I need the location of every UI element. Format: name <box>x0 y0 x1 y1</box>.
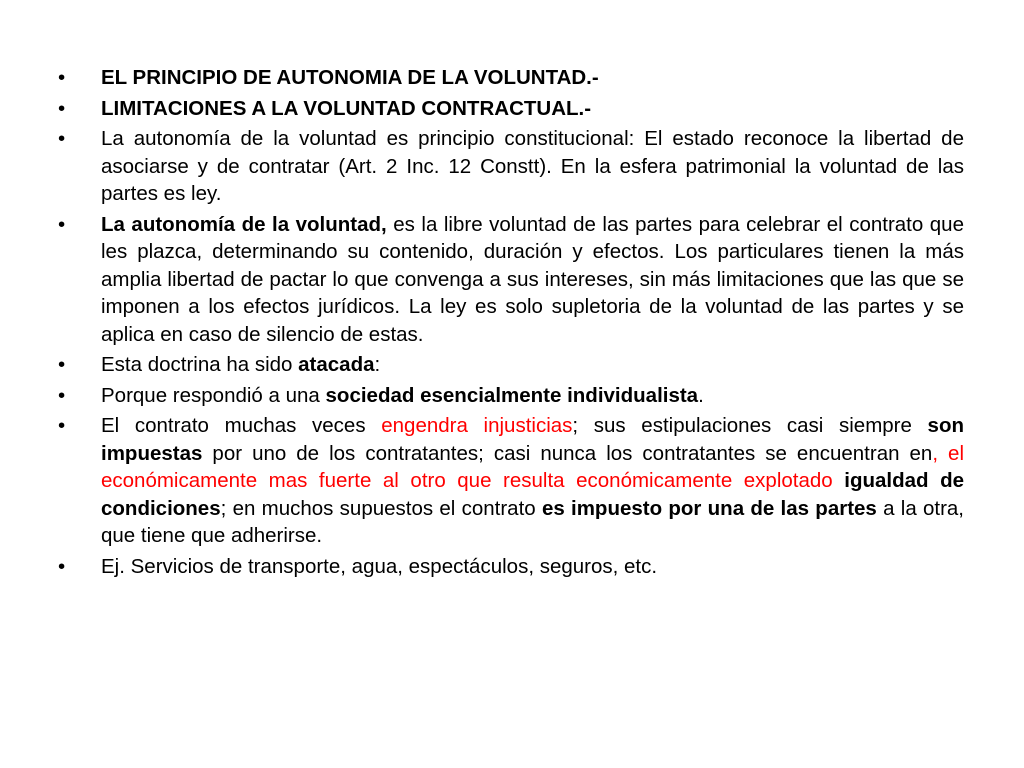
bullet-dot-icon: • <box>58 212 66 236</box>
highlighted-text-segment: , el económicamente mas fuerte al otro que resulta económicamente explotado <box>101 441 964 492</box>
highlighted-text-segment: engendra injusticias <box>381 414 573 437</box>
bullet-list <box>58 64 964 583</box>
bullet-item <box>58 553 964 581</box>
text-segment: El contrato muchas veces <box>101 414 382 437</box>
text-segment: Esta doctrina ha sido <box>101 353 299 376</box>
text-segment <box>833 469 845 492</box>
bullet-dot-icon: • <box>58 66 66 89</box>
bold-text-segment: atacada <box>298 353 375 376</box>
text-segment: ; en muchos supuestos el contrato <box>220 496 542 520</box>
bullet-dot-icon: • <box>58 554 66 578</box>
bullet-dot-icon: • <box>58 383 66 407</box>
text-segment: La autonomía de la voluntad es principio constitucional: El estado reconoce la libertad de asociarse y de contratar (Art. 2 Inc. 12 Constt). En la esfera patrimonial la voluntad de las partes es ley. <box>101 127 964 205</box>
bullet-item <box>58 412 964 550</box>
bullet-item <box>58 351 964 379</box>
bold-text-segment: sociedad esencialmente individualista <box>325 383 699 407</box>
bold-text-segment: son impuestas <box>101 414 964 465</box>
text-segment: . <box>698 383 704 407</box>
bullet-item <box>58 95 964 123</box>
bullet-item <box>58 125 964 208</box>
bold-text-segment: igualdad de condiciones <box>101 469 965 520</box>
bullet-dot-icon: • <box>58 96 66 120</box>
bold-text-segment: La autonomía de la voluntad, <box>101 212 387 236</box>
text-segment: Ej. Servicios de transporte, agua, espectáculos, seguros, etc. <box>101 554 658 578</box>
text-segment: ; sus estipulaciones casi siempre <box>572 414 928 437</box>
bullet-item <box>58 382 964 410</box>
bullet-dot-icon: • <box>58 414 66 437</box>
bold-text-segment: es impuesto por una de las partes <box>541 496 877 520</box>
bullet-item <box>58 211 964 349</box>
text-segment: es la libre voluntad de las partes para celebrar el contrato que les plazca, determinando su contenido, duración y efectos. Los particulares tienen la más amplia libertad de pactar lo que convenga a sus intereses, sin más limitaciones que las que se imponen a los efectos jurídicos. La ley es solo supletoria de la voluntad de las partes y se aplica en caso de silencio de estas. <box>101 212 964 346</box>
bold-text-segment: EL PRINCIPIO DE AUTONOMIA DE LA VOLUNTAD.- <box>101 66 599 89</box>
bullet-item <box>58 64 964 92</box>
text-segment: a la otra, que tiene que adherirse. <box>101 496 965 547</box>
bullet-dot-icon: • <box>58 127 66 150</box>
bold-text-segment: LIMITACIONES A LA VOLUNTAD CONTRACTUAL.- <box>101 96 592 120</box>
text-segment: Porque respondió a una <box>101 383 326 407</box>
bullet-dot-icon: • <box>58 353 66 376</box>
text-segment: por uno de los contratantes; casi nunca los contratantes se encuentran en <box>202 441 933 465</box>
text-segment: : <box>374 353 381 376</box>
